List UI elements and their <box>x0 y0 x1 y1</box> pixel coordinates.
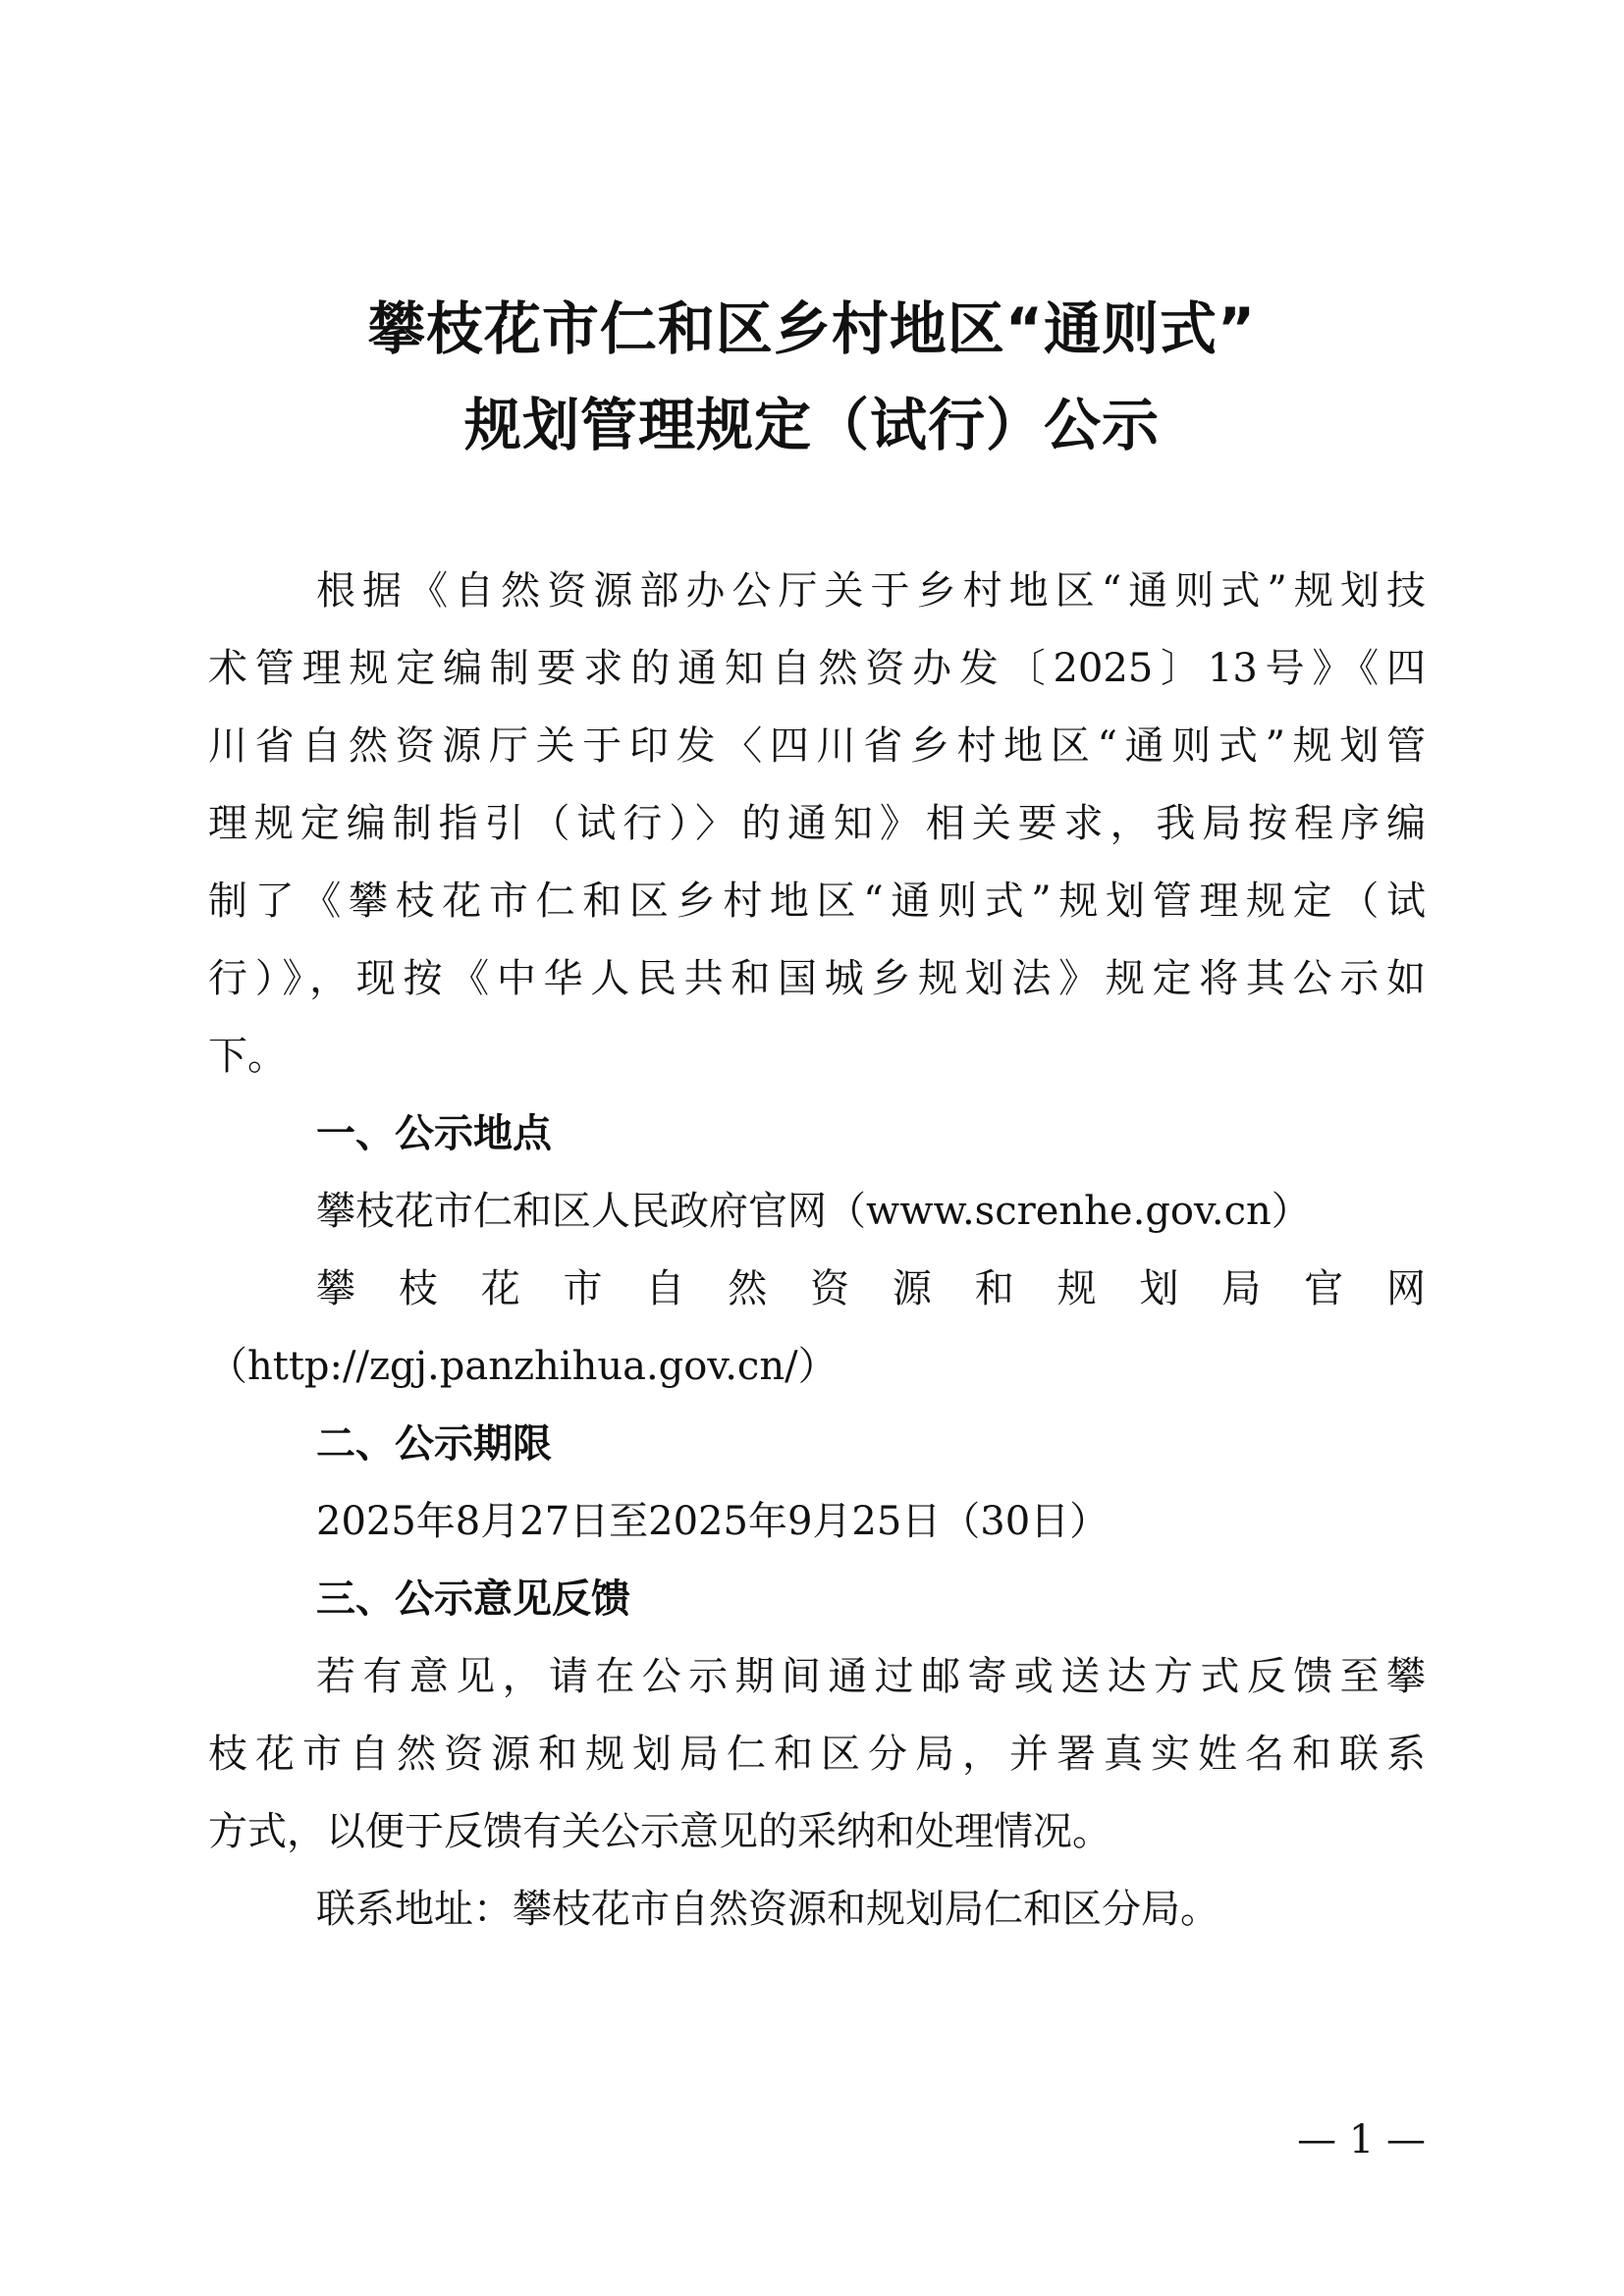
intro-line: 理规定编制指引（试行）〉的通知》相关要求，我局按程序编 <box>208 801 1426 846</box>
contact-address-line: 联系地址：攀枝花市自然资源和规划局仁和区分局。 <box>316 1887 1219 1932</box>
feedback-line: 方式，以便于反馈有关公示意见的采纳和处理情况。 <box>208 1809 1111 1854</box>
page-number: — 1 — <box>1297 2117 1426 2163</box>
document-title-line-2: 规划管理规定（试行）公示 <box>463 392 1160 458</box>
section-heading-period: 二、公示期限 <box>316 1421 552 1467</box>
section-heading-feedback: 三、公示意见反馈 <box>316 1576 630 1622</box>
location-line: 攀枝花市仁和区人民政府官网（www.screnhe.gov.cn） <box>316 1189 1311 1234</box>
feedback-line: 枝花市自然资源和规划局仁和区分局，并署真实姓名和联系 <box>208 1732 1426 1777</box>
location-line: （http://zgj.panzhihua.gov.cn/） <box>208 1344 838 1389</box>
intro-line: 行）》，现按《中华人民共和国城乡规划法》规定将其公示如 <box>208 956 1426 1001</box>
intro-line: 根据《自然资源部办公厅关于乡村地区“通则式”规划技 <box>316 568 1426 614</box>
feedback-line: 若有意见，请在公示期间通过邮寄或送达方式反馈至攀 <box>316 1654 1426 1699</box>
intro-line: 术管理规定编制要求的通知自然资办发〔2025〕13号》《四 <box>208 646 1426 691</box>
section-heading-location: 一、公示地点 <box>316 1111 552 1156</box>
location-line: 攀枝花市自然资源和规划局官网 <box>316 1266 1426 1311</box>
intro-line: 下。 <box>208 1034 287 1079</box>
period-line: 2025年8月27日至2025年9月25日（30日） <box>316 1499 1110 1544</box>
intro-line: 川省自然资源厅关于印发〈四川省乡村地区“通则式”规划管 <box>208 723 1426 769</box>
intro-line: 制了《攀枝花市仁和区乡村地区“通则式”规划管理规定（试 <box>208 879 1426 924</box>
document-title-line-1: 攀枝花市仁和区乡村地区“通则式” <box>367 295 1257 362</box>
